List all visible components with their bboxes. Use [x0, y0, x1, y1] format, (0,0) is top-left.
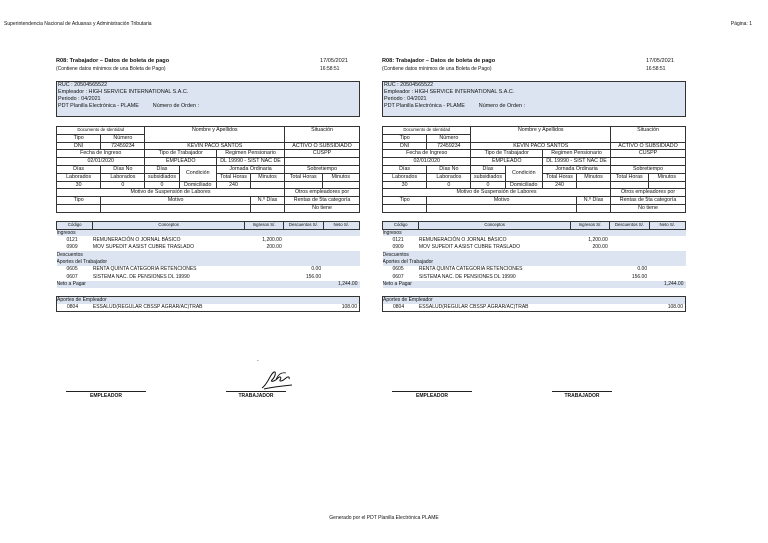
- ingreso-importe: 200.00: [244, 244, 283, 251]
- aportes-empleador-table: [56, 296, 360, 312]
- sobre-minutos-header: Minutos: [322, 173, 359, 181]
- aporte-importe: 0.00: [610, 266, 649, 273]
- cuspp-header: CUSPP: [285, 150, 360, 158]
- descuentos-section: Descuentos: [383, 251, 686, 258]
- aporte-concepto: RENTA QUINTA CATEGORÍA RETENCIONES: [93, 266, 245, 273]
- tipo-trabajador: EMPLEADO: [145, 158, 217, 166]
- minutos: [251, 181, 285, 189]
- employer-info-box: [56, 81, 360, 117]
- situacion: ACTIVO O SUBSIDIADO: [611, 142, 686, 150]
- boleta-title: R08: Trabajador – Datos de boleta de pago: [382, 58, 496, 64]
- susp-dias: [577, 204, 611, 212]
- aportes-empleador-section: Aportes de Empleador: [57, 297, 360, 304]
- ingresos-section: Ingresos: [383, 229, 686, 236]
- dias-nolab-header-2: Laborados: [427, 173, 471, 181]
- signatures-right: [382, 380, 686, 402]
- dias-sub-header-2: subsidiados: [145, 173, 179, 181]
- ingreso-concepto: MOV SUPEDIT A ASIST CUBRE TRASLADO: [93, 244, 245, 251]
- ingreso-importe: 1,200.00: [244, 236, 283, 243]
- aporte-codigo: 0605: [57, 266, 93, 273]
- regimen: DL 19990 - SIST NAC DE: [542, 158, 610, 166]
- boleta-subtitle-row: [56, 66, 360, 72]
- ingreso-concepto: REMUNERACIÓN O JORNAL BÁSICO: [93, 236, 245, 243]
- nombre-header: Nombre y Apellidos: [145, 127, 285, 143]
- ingreso-concepto: REMUNERACIÓN O JORNAL BÁSICO: [419, 236, 571, 243]
- numero-orden: Número de Orden :: [478, 103, 525, 109]
- otros-empleadores-header: Otros empleadores por: [611, 189, 686, 197]
- pdt: PDT Planilla Electrónica - PLAME: [384, 103, 465, 109]
- empleador: Empleador : HIGH SERVICE INTERNATIONAL S.A.C.: [384, 89, 515, 95]
- numero-doc: 72459234: [101, 142, 145, 150]
- dias-lab-header: Días: [57, 165, 101, 173]
- tipo-doc: DNI: [383, 142, 427, 150]
- conceptos-table: [382, 221, 686, 288]
- col-conceptos: Conceptos: [93, 221, 245, 229]
- col-ingresos: Ingresos S/.: [244, 221, 283, 229]
- condicion: Domiciliado: [505, 181, 542, 189]
- aporte-importe: 156.00: [284, 273, 323, 280]
- fecha-ingreso: 02/01/2020: [57, 158, 145, 166]
- susp-tipo-header: Tipo: [57, 197, 101, 205]
- aportes-trabajador-section: Aportes del Trabajador: [383, 259, 686, 266]
- cuspp: [611, 158, 686, 166]
- ingreso-codigo: 0121: [383, 236, 419, 243]
- condicion-header: Condición: [505, 165, 542, 181]
- otros-empleadores-header: Otros empleadores por: [285, 189, 360, 197]
- header-entity: Superintendencia Nacional de Aduanas y Administración Tributaria: [4, 21, 152, 27]
- sobre-minutos: [322, 181, 359, 189]
- aportes-empleador-section: Aportes de Empleador: [383, 297, 686, 304]
- susp-dias-header: N.º Días: [251, 197, 285, 205]
- ingreso-importe: 200.00: [570, 244, 609, 251]
- dias-sub: 0: [471, 181, 505, 189]
- ingreso-codigo: 0121: [57, 236, 93, 243]
- sobre-minutos: [648, 181, 685, 189]
- sobre-horas: [285, 181, 322, 189]
- condicion: Domiciliado: [179, 181, 216, 189]
- conceptos-table: [56, 221, 360, 288]
- jornada-horas-header: Total Horas: [216, 173, 250, 181]
- minutos: [577, 181, 611, 189]
- dias-nolab-header: Días No: [427, 165, 471, 173]
- dias-nolab-header: Días No: [101, 165, 145, 173]
- situacion: ACTIVO O SUBSIDIADO: [285, 142, 360, 150]
- jornada-minutos-header: Minutos: [251, 173, 285, 181]
- dias-nolab-header-2: Laborados: [101, 173, 145, 181]
- firma-empleador: EMPLEADOR: [66, 391, 146, 399]
- suspension-header: Motivo de Suspensión de Labores: [57, 189, 285, 197]
- jornada-header: Jornada Ordinaria: [542, 165, 610, 173]
- susp-tipo: [57, 204, 101, 212]
- empleador-codigo: 0804: [393, 304, 405, 311]
- ingreso-codigo: 0909: [57, 244, 93, 251]
- susp-tipo-header: Tipo: [383, 197, 427, 205]
- aporte-concepto: SISTEMA NAC. DE PENSIONES DL 19990: [419, 273, 571, 280]
- susp-motivo-header: Motivo: [427, 197, 577, 205]
- aportes-trabajador-section: Aportes del Trabajador: [57, 259, 360, 266]
- dias-lab: 30: [57, 181, 101, 189]
- fecha-ingreso-header: Fecha de Ingreso: [383, 150, 471, 158]
- boleta-panel-left: [56, 58, 360, 312]
- numero-doc: 72459234: [427, 142, 471, 150]
- neto-value: 1,244.00: [649, 281, 685, 288]
- neto-label: Neto a Pagar: [383, 281, 650, 288]
- rentas-header: Rentas de 5ta categoría: [285, 197, 360, 205]
- firma-empleador: EMPLEADOR: [392, 391, 472, 399]
- cuspp-header: CUSPP: [611, 150, 686, 158]
- periodo: Periodo : 04/2021: [58, 96, 101, 102]
- aporte-codigo: 0605: [383, 266, 419, 273]
- table-row: [383, 304, 686, 311]
- jornada-header: Jornada Ordinaria: [216, 165, 284, 173]
- fecha-ingreso: 02/01/2020: [383, 158, 471, 166]
- ruc: RUC : 20504565522: [58, 82, 108, 88]
- aporte-codigo: 0607: [383, 273, 419, 280]
- dias-sub-header: Días: [471, 165, 505, 173]
- col-neto: Neto S/.: [323, 221, 359, 229]
- boleta-title: R08: Trabajador – Datos de boleta de pago: [56, 58, 170, 64]
- firma-trabajador: TRABAJADOR: [552, 391, 612, 399]
- aporte-codigo: 0607: [57, 273, 93, 280]
- tipo-trabajador-header: Tipo de Trabajador: [471, 150, 543, 158]
- cuspp: [285, 158, 360, 166]
- tipo-trabajador: EMPLEADO: [471, 158, 543, 166]
- nombre: KEVIN PACO SANTOS: [471, 142, 611, 150]
- dias-sub-header: Días: [145, 165, 179, 173]
- ruc: RUC : 20504565522: [384, 82, 434, 88]
- total-horas: 240: [542, 181, 576, 189]
- boleta-date: 17/05/2021: [646, 58, 674, 64]
- descuentos-section: Descuentos: [57, 251, 360, 258]
- jornada-minutos-header: Minutos: [577, 173, 611, 181]
- worker-identity-table: [382, 126, 686, 213]
- fecha-ingreso-header: Fecha de Ingreso: [57, 150, 145, 158]
- susp-motivo: [427, 204, 577, 212]
- aporte-importe: 156.00: [610, 273, 649, 280]
- boleta-title-row: [382, 58, 686, 64]
- susp-tipo: [383, 204, 427, 212]
- dias-lab-header-2: Laborados: [57, 173, 101, 181]
- dias-lab-header-2: Laborados: [383, 173, 427, 181]
- footer-generated: Generado por el PDT Planilla Electrónica PLAME: [329, 515, 439, 521]
- susp-motivo: [101, 204, 251, 212]
- col-neto: Neto S/.: [649, 221, 685, 229]
- aportes-empleador-table: [382, 296, 686, 312]
- table-row: [383, 236, 686, 243]
- table-row: [57, 304, 360, 311]
- susp-dias-header: N.º Días: [577, 197, 611, 205]
- dias-lab-header: Días: [383, 165, 427, 173]
- col-codigo: Código: [57, 221, 93, 229]
- situacion-header: Situación: [611, 127, 686, 143]
- susp-dias: [251, 204, 285, 212]
- col-descuentos: Descuentos S/.: [284, 221, 323, 229]
- col-ingresos: Ingresos S/.: [570, 221, 609, 229]
- empleador-importe: 108.00: [667, 304, 683, 311]
- empleador-concepto: ESSALUD(REGULAR CBSSP AGRAR/AC)TRAB: [92, 304, 203, 311]
- sobretiempo-header: Sobretiempo: [611, 165, 686, 173]
- total-horas: 240: [216, 181, 250, 189]
- table-row: [383, 244, 686, 251]
- numero-orden: Número de Orden :: [152, 103, 199, 109]
- neto-value: 1,244.00: [323, 281, 359, 288]
- boleta-title-row: [56, 58, 360, 64]
- aporte-concepto: RENTA QUINTA CATEGORÍA RETENCIONES: [419, 266, 571, 273]
- pdt-line: [384, 103, 684, 110]
- neto-label: Neto a Pagar: [57, 281, 324, 288]
- col-conceptos: Conceptos: [419, 221, 571, 229]
- empleador-concepto: ESSALUD(REGULAR CBSSP AGRAR/AC)TRAB: [418, 304, 529, 311]
- numero-doc-header: Número: [101, 134, 145, 142]
- regimen-header: Regimen Pensionario: [216, 150, 284, 158]
- boleta-time: 16:58:51: [320, 66, 340, 72]
- sobre-horas: [611, 181, 648, 189]
- doc-identidad-header: Documento de Identidad: [57, 127, 145, 135]
- periodo: Periodo : 04/2021: [384, 96, 427, 102]
- table-row: [57, 273, 360, 280]
- sobre-horas-header: Total Horas: [285, 173, 322, 181]
- rentas-header: Rentas de 5ta categoría: [611, 197, 686, 205]
- col-codigo: Código: [383, 221, 419, 229]
- handwritten-signature: [256, 368, 296, 392]
- ingreso-codigo: 0909: [383, 244, 419, 251]
- sobre-minutos-header: Minutos: [648, 173, 685, 181]
- table-row: [383, 266, 686, 273]
- nombre-header: Nombre y Apellidos: [471, 127, 611, 143]
- ingreso-importe: 1,200.00: [570, 236, 609, 243]
- tipo-doc-header: Tipo: [57, 134, 101, 142]
- sobretiempo-header: Sobretiempo: [285, 165, 360, 173]
- boleta-panel-right: [382, 58, 686, 312]
- boleta-subtitle: (Contiene datos mínimos de una Boleta de Pago): [382, 66, 492, 72]
- dias-sub: 0: [145, 181, 179, 189]
- susp-motivo-header: Motivo: [101, 197, 251, 205]
- ingreso-concepto: MOV SUPEDIT A ASIST CUBRE TRASLADO: [419, 244, 571, 251]
- pdt: PDT Planilla Electrónica - PLAME: [58, 103, 139, 109]
- table-row: [57, 244, 360, 251]
- boleta-time: 16:58:51: [646, 66, 666, 72]
- col-descuentos: Descuentos S/.: [610, 221, 649, 229]
- employer-info-box: [382, 81, 686, 117]
- nombre: KEVIN PACO SANTOS: [145, 142, 285, 150]
- boleta-subtitle: (Contiene datos mínimos de una Boleta de Pago): [56, 66, 166, 72]
- numero-doc-header: Número: [427, 134, 471, 142]
- firma-trabajador: TRABAJADOR: [226, 391, 286, 399]
- tipo-doc-header: Tipo: [383, 134, 427, 142]
- suspension-header: Motivo de Suspensión de Labores: [383, 189, 611, 197]
- empleador-importe: 108.00: [341, 304, 357, 311]
- table-row: [383, 273, 686, 280]
- sobre-horas-header: Total Horas: [611, 173, 648, 181]
- boleta-date: 17/05/2021: [320, 58, 348, 64]
- aporte-concepto: SISTEMA NAC. DE PENSIONES DL 19990: [93, 273, 245, 280]
- pdt-line: [58, 103, 358, 110]
- empleador: Empleador : HIGH SERVICE INTERNATIONAL S.A.C.: [58, 89, 189, 95]
- signatures-left: [56, 380, 360, 402]
- rentas-value: No tiene: [611, 204, 686, 212]
- aporte-importe: 0.00: [284, 266, 323, 273]
- tipo-trabajador-header: Tipo de Trabajador: [145, 150, 217, 158]
- regimen: DL 19990 - SIST NAC DE: [216, 158, 284, 166]
- ingresos-section: Ingresos: [57, 229, 360, 236]
- condicion-header: Condición: [179, 165, 216, 181]
- rentas-value: No tiene: [285, 204, 360, 212]
- tipo-doc: DNI: [57, 142, 101, 150]
- doc-identidad-header: Documento de Identidad: [383, 127, 471, 135]
- dias-lab: 30: [383, 181, 427, 189]
- worker-identity-table: [56, 126, 360, 213]
- dot-mark: -: [257, 358, 259, 364]
- dias-sub-header-2: subsidiados: [471, 173, 505, 181]
- dias-nolab: 0: [427, 181, 471, 189]
- regimen-header: Regimen Pensionario: [542, 150, 610, 158]
- jornada-horas-header: Total Horas: [542, 173, 576, 181]
- table-row: [57, 266, 360, 273]
- boleta-subtitle-row: [382, 66, 686, 72]
- situacion-header: Situación: [285, 127, 360, 143]
- table-row: [57, 236, 360, 243]
- empleador-codigo: 0804: [67, 304, 79, 311]
- dias-nolab: 0: [101, 181, 145, 189]
- header-page-number: Página: 1: [730, 21, 752, 27]
